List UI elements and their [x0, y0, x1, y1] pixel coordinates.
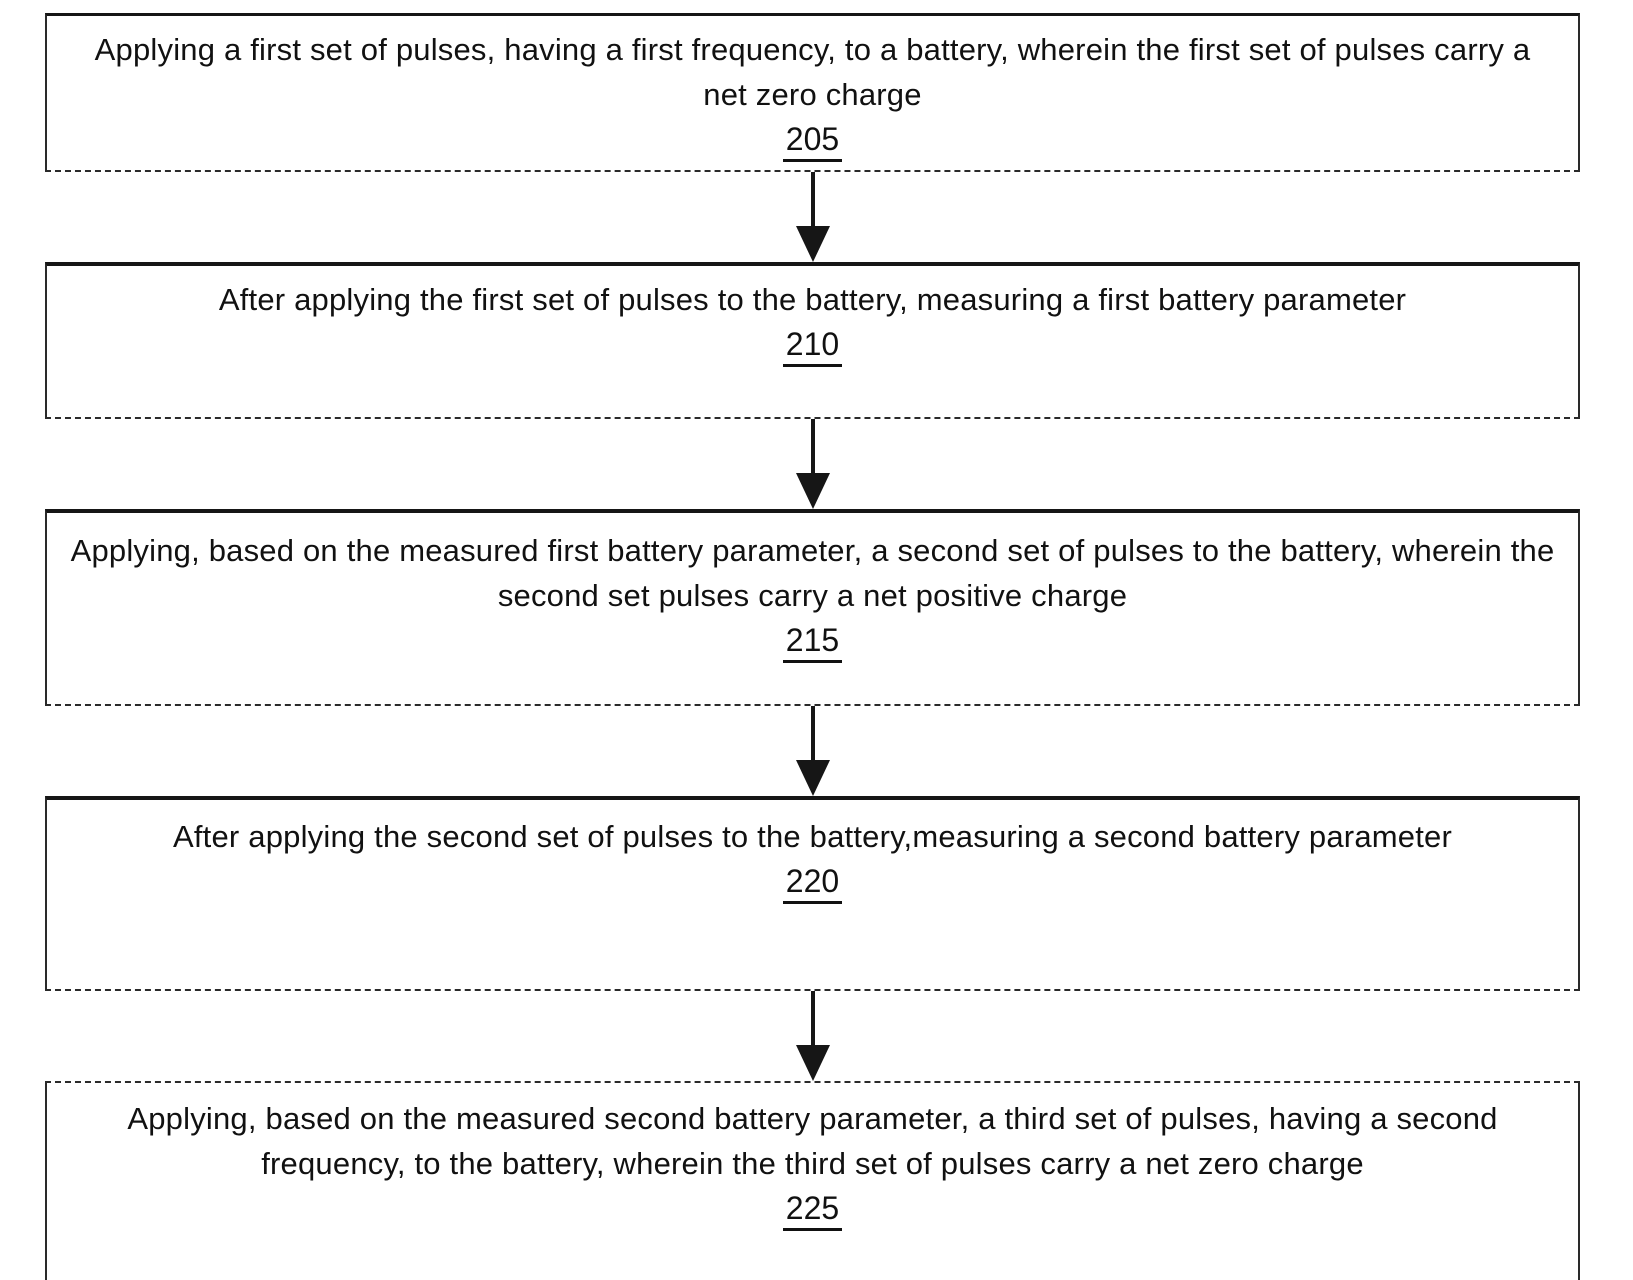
step-text: Applying, based on the measured first battery parameter, a second set of pulses to the battery, wherein the second set pulses carry a net positive charge: [70, 533, 1555, 613]
step-ref-number: 215: [783, 621, 842, 663]
step-text: Applying a first set of pulses, having a first frequency, to a battery, wherein the first set of pulses carry a net zero charge: [94, 32, 1531, 112]
step-ref-number: 210: [783, 325, 842, 367]
step-text: After applying the first set of pulses to the battery, measuring a first battery parameter: [218, 282, 1407, 317]
step-ref-line: [69, 859, 1556, 904]
step-box-215: [45, 509, 1580, 706]
flow-arrow-3: [45, 706, 1580, 796]
arrow-head-icon: [796, 226, 830, 262]
flow-arrow-2: [45, 419, 1580, 509]
step-ref-line: [69, 117, 1556, 162]
step-ref-line: [69, 322, 1556, 367]
step-text: Applying, based on the measured second battery parameter, a third set of pulses, having a second frequency, to the battery, wherein the third set of pulses carry a net zero charge: [127, 1101, 1498, 1181]
arrow-line: [811, 706, 815, 761]
arrow-line: [811, 172, 815, 227]
arrow-head-icon: [796, 1045, 830, 1081]
arrow-line: [811, 419, 815, 474]
flow-arrow-4: [45, 991, 1580, 1081]
step-box-225: [45, 1081, 1580, 1280]
arrow-head-icon: [796, 473, 830, 509]
step-box-210: [45, 262, 1580, 419]
step-ref-number: 220: [783, 862, 842, 904]
step-text: After applying the second set of pulses to the battery,measuring a second battery parameter: [172, 819, 1452, 854]
flowchart-column: [45, 0, 1580, 1280]
arrow-head-icon: [796, 760, 830, 796]
step-ref-number: 205: [783, 120, 842, 162]
step-ref-line: [69, 618, 1556, 663]
step-box-220: [45, 796, 1580, 991]
flow-arrow-1: [45, 172, 1580, 262]
step-ref-line: [69, 1186, 1556, 1231]
step-box-205: [45, 13, 1580, 172]
arrow-line: [811, 991, 815, 1046]
step-ref-number: 225: [783, 1189, 842, 1231]
